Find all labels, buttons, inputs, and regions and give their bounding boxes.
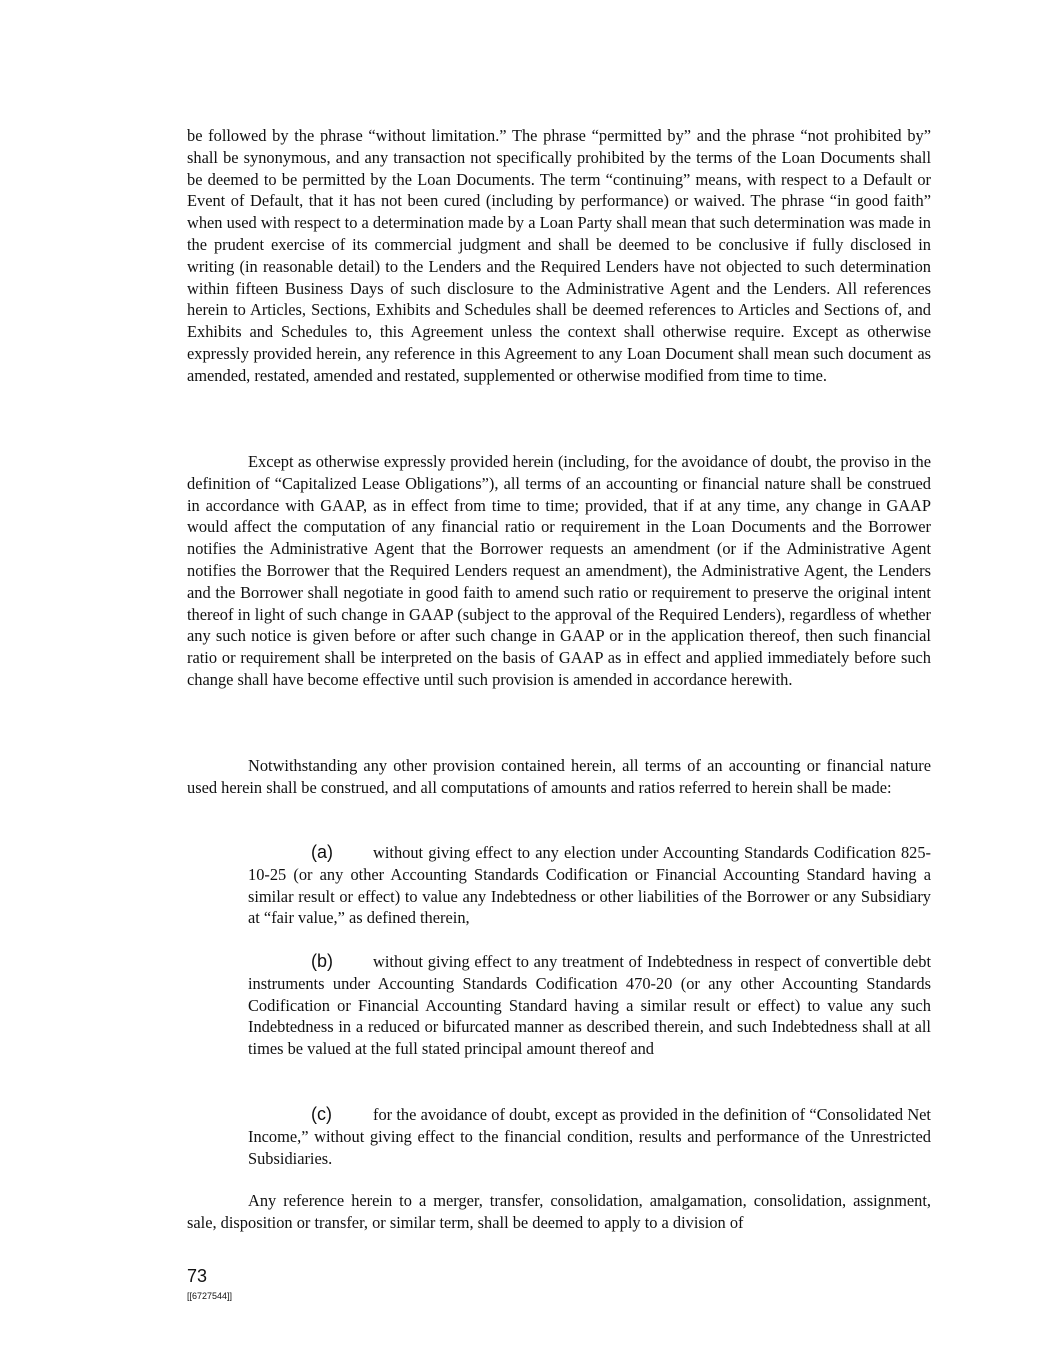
document-id: [[6727544]] [187, 1291, 233, 1301]
paragraph-continuation: be followed by the phrase “without limitation.” The phrase “permitted by” and the phrase “not prohibited by” shall be synonymous, and any transaction not specifically prohibited by the terms of the Loan Documents shall be deemed to be permitted by the Loan Documents. The term “continuing” means, with respect to a Default or Event of Default, that it has not been cured (including by performance) or waived. The phrase “in good faith” when used with respect to a determination made by a Loan Party shall mean that such determination was made in the prudent exercise of its commercial judgment and shall be deemed to be conclusive if fully disclosed in writing (in reasonable detail) to the Lenders and the Required Lenders have not objected to such determination within fifteen Business Days of such disclosure to the Administrative Agent and the Lenders. All references herein to Articles, Sections, Exhibits and Schedules shall be deemed references to Articles and Sections of, and Exhibits and Schedules to, this Agreement unless the context shall otherwise require. Except as otherwise expressly provided herein, any reference in this Agreement to any Loan Document shall mean such document as amended, restated, amended and restated, supplemented or otherwise modified from time to time. [187, 126, 931, 385]
item-label: (c) [311, 1104, 332, 1124]
list-item-b [187, 951, 931, 1060]
item-label: (b) [311, 951, 333, 971]
page-number: 73 [187, 1266, 208, 1286]
item-text: for the avoidance of doubt, except as provided in the definition of “Consolidated Net Income,” without giving effect to the financial condition, results and performance of the Unrestricted Subsidiaries. [248, 1105, 931, 1168]
paragraph-notwithstanding: Notwithstanding any other provision contained herein, all terms of an accounting or financial nature used herein shall be construed, and all computations of amounts and ratios referred to herein shall be made: [187, 756, 931, 797]
item-label: (a) [311, 842, 333, 862]
item-text: without giving effect to any election under Accounting Standards Codification 825-10-25 (or any other Accounting Standards Codification or Financial Accounting Standard having a similar result or effect) to value any Indebtedness or other liabilities of the Borrower or any Subsidiary at “fair value,” as defined therein, [248, 843, 931, 928]
paragraph-division: Any reference herein to a merger, transfer, consolidation, amalgamation, consolidation, assignment, sale, disposition or transfer, or similar term, shall be deemed to apply to a division of [187, 1191, 931, 1232]
list-item-a [187, 842, 931, 929]
paragraph-gaap: Except as otherwise expressly provided herein (including, for the avoidance of doubt, the proviso in the definition of “Capitalized Lease Obligations”), all terms of an accounting or financial nature shall be construed in accordance with GAAP, as in effect from time to time; provided, that if at any time, any change in GAAP would affect the computation of any financial ratio or requirement in the Loan Documents and the Borrower notifies the Administrative Agent that the Borrower requests an amendment (or if the Administrative Agent notifies the Borrower that the Required Lenders request an amendment), the Administrative Agent, the Lenders and the Borrower shall negotiate in good faith to amend such ratio or requirement to preserve the original intent thereof in light of such change in GAAP (subject to the approval of the Required Lenders), regardless of whether any such notice is given before or after such change in GAAP or in the application thereof, then such financial ratio or requirement shall be interpreted on the basis of GAAP as in effect and applied immediately before such change shall have become effective until such provision is amended in accordance herewith. [187, 452, 931, 689]
item-text: without giving effect to any treatment of Indebtedness in respect of convertible debt instruments under Accounting Standards Codification 470-20 (or any other Accounting Standards Codification or Financial Accounting Standard having a similar result or effect) to value any such Indebtedness in a reduced or bifurcated manner as described therein, and such Indebtedness shall at all times be valued at the full stated principal amount thereof and [248, 952, 931, 1059]
list-item-c [187, 1104, 931, 1169]
